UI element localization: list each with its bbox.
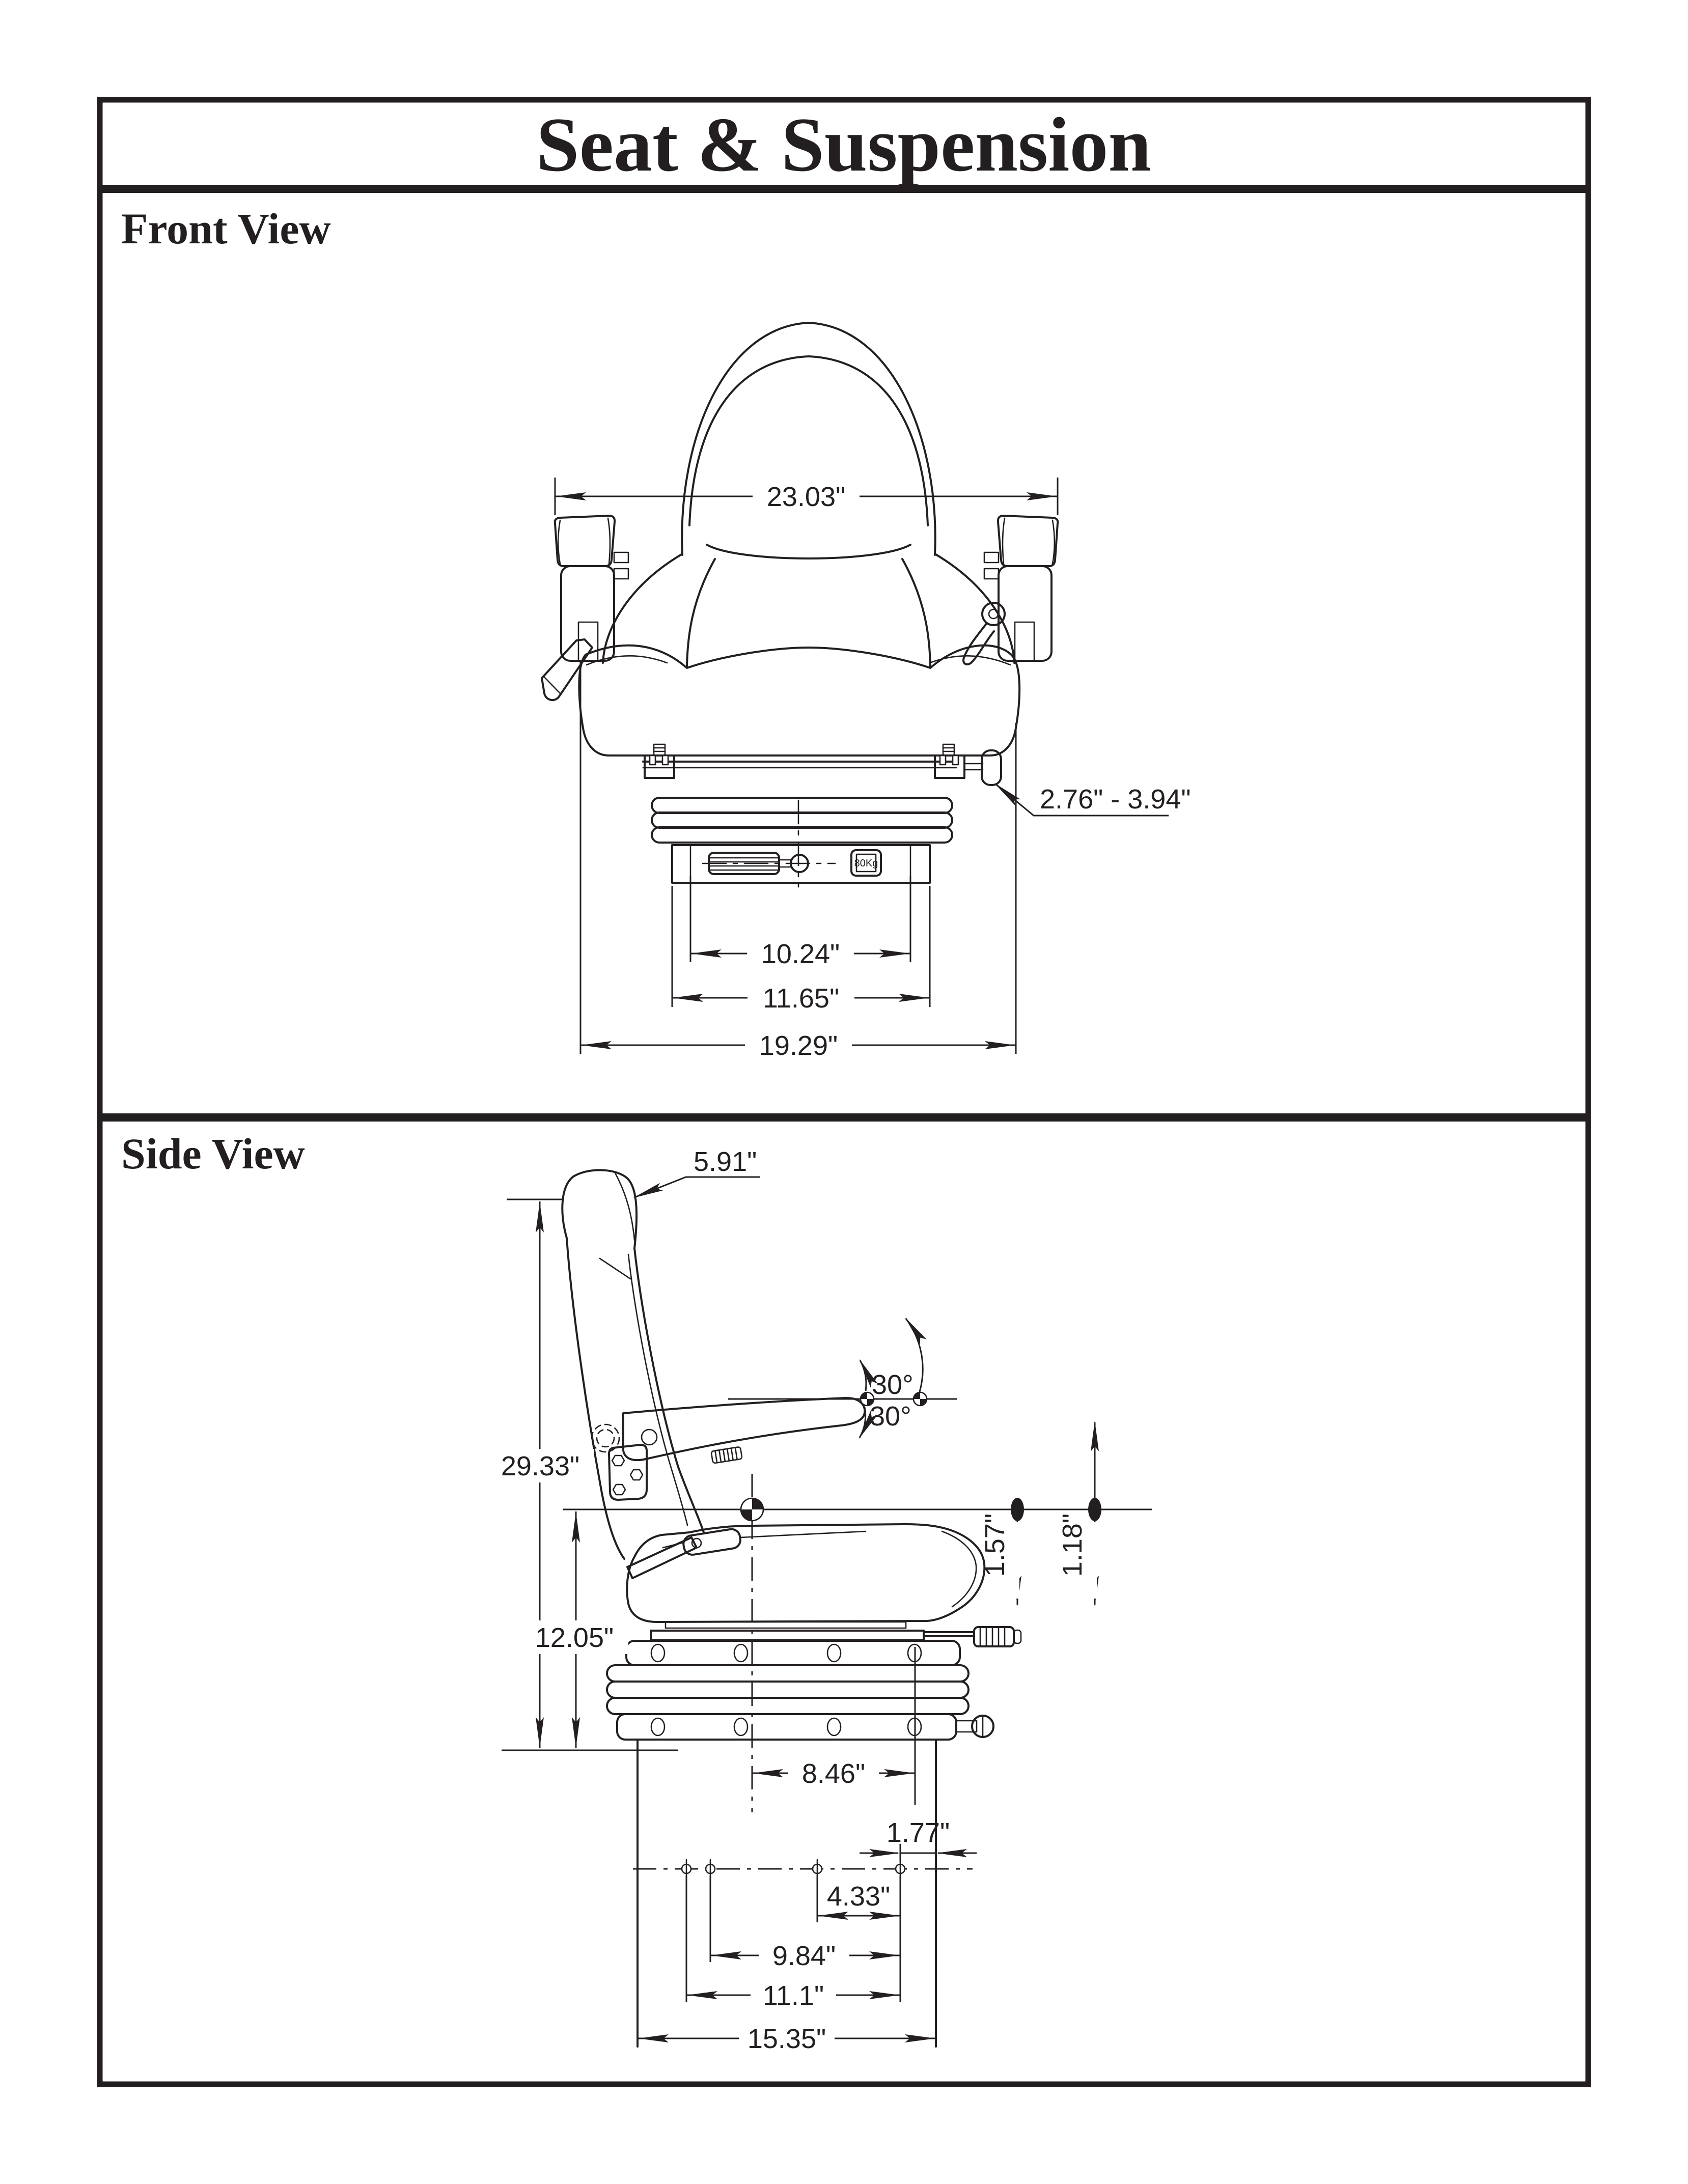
dim-front-knob-range	[995, 784, 1191, 816]
mount-hole-2	[706, 1860, 715, 1878]
side-seat-cushion	[627, 1524, 984, 1622]
seat-index-point	[741, 1498, 763, 1521]
svg-text:19.29": 19.29"	[759, 1030, 838, 1061]
front-seat-cushion	[579, 646, 1019, 755]
side-backrest	[567, 1238, 704, 1559]
front-suspension-bellows	[652, 798, 952, 843]
svg-text:2.76" - 3.94": 2.76" - 3.94"	[1040, 784, 1191, 815]
dim-headrest-depth	[634, 1146, 760, 1197]
pivot-symbol-backrest	[914, 1392, 927, 1406]
front-weight-adjuster-knob	[703, 853, 835, 874]
svg-text:9.84": 9.84"	[772, 1941, 836, 1971]
svg-text:29.33": 29.33"	[501, 1451, 580, 1481]
side-headrest	[562, 1170, 637, 1279]
side-base-knob	[956, 1716, 993, 1737]
svg-text:1.18": 1.18"	[1057, 1513, 1088, 1577]
front-view-drawing	[542, 323, 1191, 1062]
dim-overall-height	[486, 1201, 594, 1748]
svg-text:1.57": 1.57"	[980, 1513, 1010, 1577]
side-view-drawing	[486, 1146, 1152, 2055]
base-mounting-holes	[633, 1844, 973, 2002]
front-weight-switch	[851, 850, 881, 876]
svg-text:11.65": 11.65"	[762, 983, 840, 1014]
front-armrest-left	[555, 516, 628, 661]
dim-hole-span-a	[817, 1881, 900, 1916]
side-seat-pan	[651, 1622, 1021, 1646]
svg-text:12.05": 12.05"	[535, 1622, 614, 1653]
svg-text:10.24": 10.24"	[761, 939, 840, 969]
side-slide-handle	[974, 1627, 1021, 1646]
dim-front-frame-inner	[690, 876, 910, 970]
dim-center-to-rear	[752, 1647, 915, 1805]
front-armrest-right	[984, 516, 1058, 661]
dim-recline-up: 30°	[872, 1369, 914, 1400]
front-headrest	[682, 323, 935, 558]
dim-hole-to-edge	[860, 1817, 977, 1853]
dim-recline-down: 30°	[870, 1401, 911, 1432]
annotation-recline-angles	[728, 1319, 957, 1438]
svg-text:5.91": 5.91"	[694, 1146, 757, 1177]
dim-travel-total	[1057, 1422, 1101, 1605]
mount-hole-1	[682, 1860, 691, 1878]
front-recline-lever	[542, 639, 592, 700]
svg-text:11.1": 11.1"	[762, 1980, 824, 2011]
front-backrest	[603, 554, 1014, 667]
svg-text:15.35": 15.35"	[747, 2024, 826, 2054]
side-armrest	[592, 1398, 865, 1500]
side-view-label: Side View	[121, 1129, 305, 1178]
svg-text:4.33": 4.33"	[826, 1881, 891, 1912]
svg-text:23.03": 23.03"	[766, 482, 846, 512]
mount-hole-3	[813, 1860, 822, 1878]
mount-hole-4	[896, 1860, 905, 1878]
front-view-label: Front View	[121, 204, 331, 253]
dim-hole-span-b	[710, 1939, 900, 1972]
svg-text:8.46": 8.46"	[801, 1758, 866, 1789]
front-suspension-rail	[643, 744, 964, 778]
page-title: Seat & Suspension	[536, 102, 1151, 187]
svg-text:1.77": 1.77"	[886, 1817, 950, 1848]
dim-base-length	[638, 2022, 936, 2055]
dim-travel-upper	[980, 1498, 1024, 1605]
dim-front-overall-width	[555, 478, 1058, 515]
dim-hole-span-c	[686, 1978, 900, 2012]
weight-switch-label: 80Kg	[854, 858, 878, 869]
